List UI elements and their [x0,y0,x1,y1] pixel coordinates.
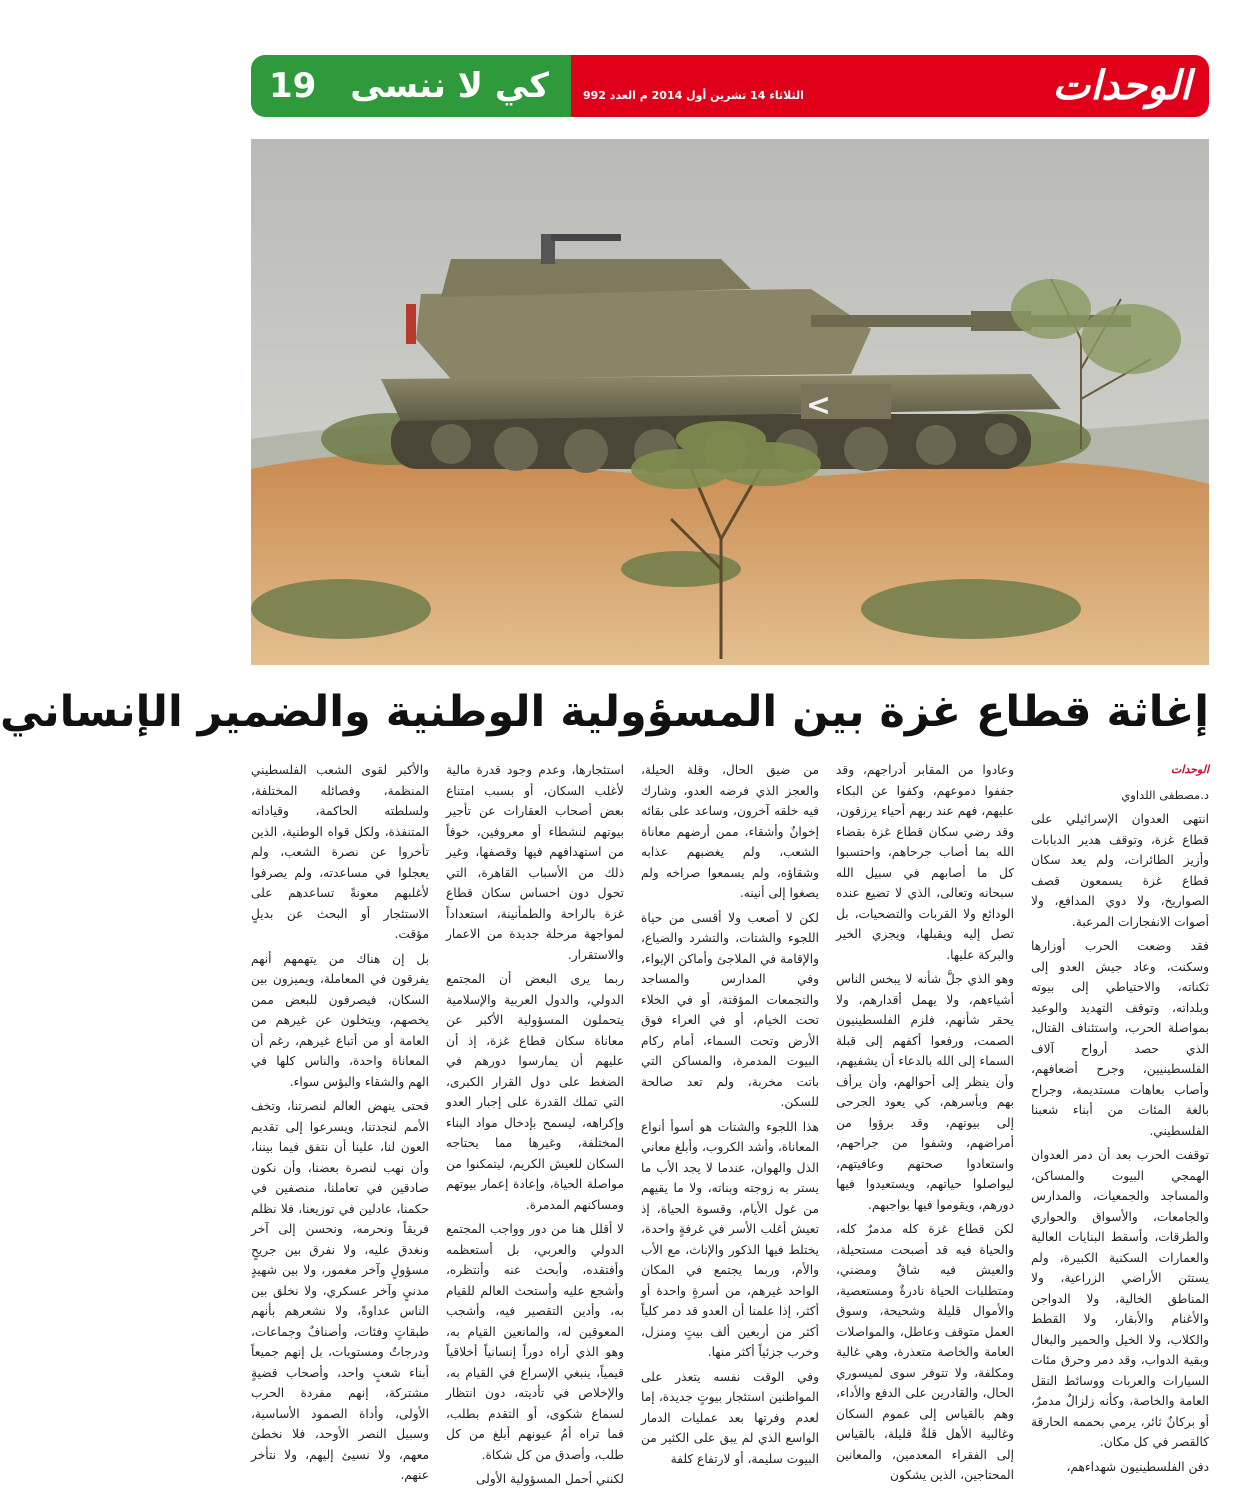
paragraph: ربما يرى البعض أن المجتمع الدولي، والدول العربية والإسلامية يتحملون المسؤولية الأكبر عن معاناة سكان قطاع غزة، إذ أن عليهم أن يمارسوا دورهم في الضغط على دول القرار الكبرى، التي تملك القدرة على إجبار العدو وإكراهه، ليسمح بإدخال مواد البناء المختلفة، وغيرها مما يحتاجه السكان للعيش الكريم، ليتمكنوا من مواصلة الحياة، وإعادة إعمار بيوتهم ومساكنهم المدمرة. [446,972,624,1212]
section-band [251,55,571,117]
paragraph: لكن لا أصعب ولا أقسى من حياة اللجوء والشتات، والتشرد والضياع، والإقامة في الملاجئ وأماكن الإيواء، وفي المدارس والمساجد والتجمعات المؤقتة، أو في الخلاء تحت الخيام، أو في العراء فوق الأرض وتحت السماء، أمام ركام البيوت المدمرة، والمساكن التي باتت مخربة، ولم تعد صالحة للسكن. [641,910,819,1109]
article-column-1 [1031,760,1209,1474]
byline: د.مصطفى اللداوي [1121,787,1209,802]
paragraph: وعادوا من المقابر أدراجهم، وقد جففوا دموعهم، وكفوا عن البكاء عليهم، فهم عند ربهم أحياء يرزقون، وقد رضي سكان قطاع غزة بقضاء الله بما أصاب جرحاهم، واحتسبوا كل ما أصابهم في سبيل الله سبحانه وتعالى، الذي لا تضيع عنده الودائع ولا القربات والتضحيات، بل تصل إليه ويقبلها، ويجزي الخير والبركة عليها. [836,763,1014,962]
paragraph: لكن قطاع غزة كله مدمرٌ كله، والحياة فيه قد أصبحت مستحيلة، والعيش فيه شاقٌ ومضني، ومتطلبات الحياة نادرةٌ ومستعصية، والأموال قليلة وشحيحة، وسوق العمل متوقف وعاطل، والمواصلات العامة والخاصة متعذرة، وهي غالية ومكلفة، ولا تتوفر سوى لميسوري الحال، والقادرين على الدفع والأداء، وهم بالقياس إلى عموم السكان وغالبية الأهل قلةٌ قليلة، بالقياس إلى الفقراء المعدمين، والمعانين المحتاجين، الذين يشكون [836,1222,1014,1482]
section-title: كي لا ننسى [350,66,549,106]
paragraph: استئجارها، وعدم وجود قدرة مالية لأغلب السكان، أو بسبب امتناع بعض أصحاب العقارات عن تأجير بيوتهم لنشطاء أو معروفين، خوفاً من استهدافهم فيها وقصفها، وغير ذلك من الأسباب القاهرة، التي تحول دون احساس سكان قطاع غزة بالراحة والطمأنينة، استعداداً لمواجهة مرحلة جديدة من الاعمار والاستقرار. [446,763,624,962]
paragraph: لكنني أحمل المسؤولية الأولى [476,1472,624,1486]
svg-text:>: > [805,388,831,423]
issue-date: الثلاثاء 14 تشرين أول 2014 م العدد 992 [583,89,804,102]
paragraph: وفي الوقت نفسه يتعذر على المواطنين استئجار بيوتٍ جديدة، إما لعدم وفرتها بعد عمليات الدمار الواسع الذي لم يبق على الكثير من البيوت سليمة، أو لارتفاع كلفة [641,1369,819,1466]
paragraph: توقفت الحرب بعد أن دمر العدوان الهمجي البيوت والمساكن، والمساجد والجمعيات، والمدارس والجامعات، والأسواق والحواري والطرقات، وأسقط البنايات العالية والعمارات السكنية الكبيرة، ولم يستثن الأراضي الزراعية، ولا المناطق الخالية، ولا الدواجن والأغنام والأبقار، ولا القطط والكلاب، ولا الخيل والحمير والبغال وبقية الدواب، وقد دمر وحرق مئات السيارات والعربات ووسائط النقل العامة والخاصة، وكأنه زلزالٌ مدمرٌ، أو بركانٌ ثائر، يرمي بحممه الحارقة كالقصر في كل مكان. [1031,1148,1209,1449]
paragraph: من ضيق الحال، وقلة الحيلة، والعجز الذي فرضه العدو، وشارك فيه خلقه آخرون، وساعد على بقائه إخوانٌ وأشقاء، ممن أرضهم معاناة الشعب، ولم يغضبهم عذابه وشقاؤه، ولم يسمعوا صراخه ولم يصغوا إلى أنينه. [641,763,819,900]
article-column-2 [836,760,1014,1482]
page-number: 19 [269,66,317,106]
paragraph: لا أقلل هنا من دور وواجب المجتمع الدولي والعربي، بل أستعظمه وأفتقده، وأبحث عنه وأنتظره، وأشجع عليه وأستحث العالم للقيام به، وأدين التقصير فيه، وأشجب المعوقين له، والمانعين القيام به، وهو الذي أراه دوراً إنسانياً أخلاقياً قيمياً، ينبغي الإسراع في القيام به، والإخلاص في تأديته، دون انتظار لسماع شكوى، أو التقدم بطلب، فما تراه أمُ عيونهم أبلغ من كل طلب، وأصدق من كل شكاة. [446,1222,624,1462]
article-column-4 [446,760,624,1486]
paragraph: والأكبر لقوى الشعب الفلسطيني المنظمة، وفصائله المختلفة، ولسلطته الحاكمة، وقياداته المتنفذة، ولكل قواه الوطنية، الذين تأخروا عن نصرة الشعب، ولم يعجلوا في مساعدته، ولم يصرفوا لأغلبهم معونةً تساعدهم على الاستئجار أو البحث عن بديلٍ مؤقت. [251,763,429,941]
article-column-5 [251,760,429,1482]
paragraph: فقد وضعت الحرب أوزارها وسكنت، وعاد جيش العدو إلى ثكناته، والاحتياطي إلى بيوته وبلداته، وتوقف التهديد والوعيد بمواصلة الحرب، واستئناف القتال، الذي حصد أرواح آلاف الفلسطينيين، وجرح أضعافهم، وأصاب بعاهات مستديمة، وجراح بالغة المئات من أبناء شعبنا الفلسطيني. [1031,939,1209,1138]
tank-photo [251,139,1209,665]
source-tag: الوحدات [1170,763,1209,776]
paragraph: انتهى العدوان الإسرائيلي على قطاع غزة، وتوقف هدير الدبابات وأزيز الطائرات، ولم يعد سكان قطاع غزة يسمعون قصف الصواريخ، ولا دوي المدافع، ولا أصوات الانفجارات المرعبة. [1031,812,1209,929]
article-column-3 [641,760,819,1466]
brand-logo[interactable]: الوحدات [1052,63,1191,109]
masthead [251,55,1209,117]
paragraph: دفن الفلسطينيون شهداءهم، [1066,1459,1209,1474]
paragraph: وهو الذي جلَّ شأنه لا يبخس الناس أشياءهم، ولا يهمل أقدارهم، ولا يحقر شأنهم، فلزم الفلسطينيون الصمت، ورفعوا أكفهم إلى قبلة السماء إلى الله بالدعاء أن يشفيهم، وأن ينظر إلى أحوالهم، وأن يرأف بهم وبأسرهم، كي يعود الجرحى إلى بيوتهم، وقد برؤوا من أمراضهم، وشفوا من جراحهم، واستعادوا صحتهم وعافيتهم، ليواصلوا حياتهم، ويستعيدوا فيها دورهم، ويقوموا فيها بواجبهم. [836,972,1014,1212]
paragraph: هذا اللجوء والشتات هو أسوأ أنواع المعاناة، وأشد الكروب، وأبلغ معاني الذل والهوان، عندما لا يجد الأب ما يستر به زوجته وبناته، ولا ما يقيهم من غول الأيام، وقسوة الحياة، إذ تعيش أغلب الأسر في غرفةٍ واحدة، يختلط فيها الذكور والإناث، مع الأب والأم، وربما يجتمع في المكان الواحد غيرهم، من أسرةٍ واحدة أو أكثر، إذا علمنا أن العدو قد دمر كلياً أكثر من أربعين ألف بيتٍ ومنزل، وخرب جزئياً أكثر منها. [641,1119,819,1359]
paragraph: بل إن هناك من يتهمهم أنهم يفرقون في المعاملة، ويميزون بين السكان، فيصرفون للبعض ممن يخصهم، ويتخلون عن غيرهم من العامة أو من أتباع غيرهم، رغم أن المعاناة واحدة، والناس كلها في الهم والشقاء والبؤس سواء. [251,951,429,1089]
paragraph: فحتى ينهض العالم لنصرتنا، وتخف الأمم لنجدتنا، ويسرعوا إلى تقديم العون لنا، علينا أن نتفق فيما بيننا، وأن نهب لنصرة بعضنا، وأن نكون صادقين في تعاملنا، منصفين في حكمنا، عادلين في توزيعنا، فلا نظلم فريقاً ونحرمه، ونحسن إلى آخر ونغدق عليه، ولا نفرق بين جريحٍ مسؤولٍ وآخر مغمور، ولا بين شهيدٍ مدنيٍ وآخر عسكري، ولا نخلق بين الناس عداوةً، ولا نشعرهم بأنهم طبقاتٍ وفئات، وأصنافٌ وجماعات، ودرجاتٌ ومستويات، بل إنهم جميعاً أبناء شعبٍ واحد، وأصحاب قضيةٍ مشتركة، إنهم مفردة الحرب الأولى، وأداة الصمود الأساسية، وسبيل النصر الأوحد، فلا نخطئ معهم، ولا نسيئ إليهم، ولا نتأخر عنهم. [251,1099,429,1482]
article-body [251,760,1209,1486]
masthead-red-band [565,55,1209,117]
headline: إغاثة قطاع غزة بين المسؤولية الوطنية والضمير الإنساني [0,687,1209,737]
